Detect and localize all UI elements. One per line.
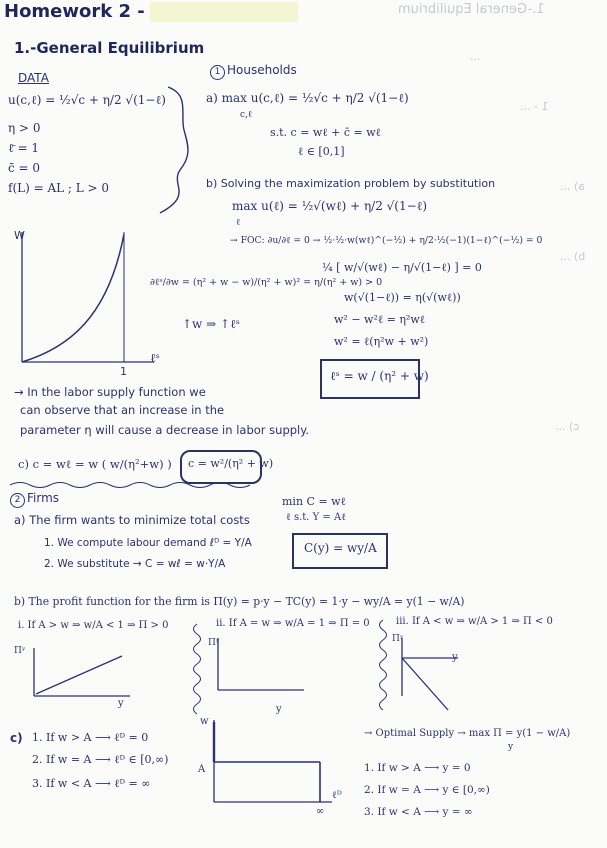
constraint-line: s.t. c = wℓ + c̄ = wℓ	[270, 126, 381, 139]
profit-line-rising	[36, 656, 122, 694]
labor-graph-x-label: ℓˢ	[150, 351, 160, 365]
title-highlight	[150, 2, 298, 22]
profit-graph-zero	[208, 636, 318, 706]
demand-case: 1. If w > A ⟶ ℓᴰ = 0	[32, 731, 149, 744]
demand-case: 2. If w = A ⟶ ℓᴰ ∈ [0,∞)	[32, 753, 169, 766]
firms-min: min C = wℓ	[282, 495, 346, 508]
data-line: c̄ = 0	[8, 161, 41, 175]
households-heading	[210, 64, 297, 80]
profit-graph-positive	[18, 646, 138, 704]
constraint-line: ℓ ∈ [0,1]	[298, 145, 345, 158]
b-heading: b) Solving the maximization problem by substitution	[206, 177, 496, 190]
max-utility-line: a) max u(c,ℓ) = ½√c + η/2 √(1−ℓ)	[206, 91, 409, 105]
max-subscript: c,ℓ	[240, 110, 253, 120]
b-line: ¼ [ w/√(wℓ) − η/√(1−ℓ) ] = 0	[322, 261, 482, 274]
demand-graph-y-label: w	[200, 716, 209, 727]
labor-graph-y-label: W	[14, 229, 25, 242]
consumption-result: c = w²/(η² + w)	[188, 457, 274, 470]
profit-function-line: b) The profit function for the firm is Π(y) = p·y − TC(y) = 1·y − wy/A = y(1 − w/A)	[14, 595, 465, 608]
firms-step: 1. We compute labour demand ℓᴰ = Y/A	[44, 537, 252, 549]
demand-graph-x-mark: ∞	[316, 806, 325, 817]
bleed-through-header: 1.-General Equilibrium	[398, 2, 545, 17]
foc-line: → FOC: ∂u/∂ℓ = 0 → ½·½·w(wℓ)^(−½) + η/2·½(−1)(1−ℓ)^(−½) = 0	[230, 235, 543, 246]
bleed-through-line: 1 - ...	[520, 100, 549, 113]
firms-number: 2	[10, 493, 25, 508]
profit-graph-negative	[392, 636, 512, 716]
labor-supply-result: ℓˢ = w / (η² + w)	[330, 369, 429, 383]
supply-case: 2. If w = A ⟶ y ∈ [0,∞)	[364, 784, 490, 796]
profit-graph-y-label: Πʸ	[14, 646, 26, 656]
labor-comment: → In the labor supply function we	[14, 385, 206, 399]
labor-demand-graph	[206, 718, 346, 818]
profit-graph-y-label: Πʸ	[392, 634, 404, 644]
supply-case: 1. If w > A ⟶ y = 0	[364, 762, 471, 774]
demand-case: 3. If w < A ⟶ ℓᴰ = ∞	[32, 777, 151, 790]
firms-label: Firms	[27, 491, 60, 505]
data-line: η > 0	[8, 121, 41, 135]
bleed-through-line: b) ...	[560, 250, 586, 263]
data-line: u(c,ℓ) = ½√c + η/2 √(1−ℓ)	[8, 93, 166, 107]
households-number: 1	[210, 65, 225, 80]
consumption-line: c) c = wℓ = w ( w/(η²+w) )	[18, 457, 172, 471]
page-title: Homework 2 -	[4, 1, 145, 22]
divider-squiggle	[190, 624, 204, 714]
b-line: max u(ℓ) = ½√(wℓ) + η/2 √(1−ℓ)	[232, 199, 428, 213]
labor-comment: can observe that an increase in the	[20, 403, 225, 417]
labor-graph-x-mark: 1	[120, 365, 127, 378]
labor-supply-graph	[8, 228, 160, 378]
demand-graph-x-label: ℓᴰ	[332, 790, 342, 801]
cost-result: C(y) = wy/A	[304, 541, 377, 555]
firms-a-line: a) The firm wants to minimize total costs	[14, 513, 250, 527]
data-line: ℓ̄ = 1	[8, 141, 40, 155]
bleed-through-line: ...	[470, 50, 481, 63]
data-line: f(L) = AL ; L > 0	[8, 181, 110, 195]
demand-graph-y-mark: A	[198, 764, 206, 775]
profit-case: i. If A > w ⇒ w/A < 1 ⇒ Π > 0	[18, 620, 169, 631]
c-heading: c)	[10, 731, 23, 745]
b-line: w(√(1−ℓ)) = η(√(wℓ))	[344, 291, 461, 304]
profit-graph-x-label: y	[118, 698, 124, 709]
firms-min-sub: ℓ s.t. Y = Aℓ	[286, 512, 347, 523]
data-brace	[150, 85, 196, 215]
profit-case: ii. If A = w ⇒ w/A = 1 ⇒ Π = 0	[216, 618, 370, 629]
profit-graph-x-label: y	[452, 652, 458, 663]
firms-step: 2. We substitute → C = wℓ = w·Y/A	[44, 558, 226, 570]
labor-supply-curve	[22, 234, 124, 362]
b-subscript: ℓ	[236, 218, 241, 228]
profit-graph-x-label: y	[276, 704, 282, 715]
firms-heading	[10, 492, 59, 508]
b-line: w² = ℓ(η²w + w²)	[334, 335, 429, 348]
bleed-through-line: a) ...	[560, 180, 586, 193]
households-label: Households	[227, 63, 297, 77]
optimal-supply-sub: y	[508, 742, 514, 752]
optimal-supply-line: → Optimal Supply → max Π = y(1 − w/A)	[364, 728, 571, 739]
supply-case: 3. If w < A ⟶ y = ∞	[364, 806, 473, 818]
derivative-line: ∂ℓˢ/∂w = (η² + w − w)/(η² + w)² = η/(η² + w) > 0	[150, 277, 383, 288]
profit-line-falling	[402, 658, 448, 710]
derivative-conclusion: ↑w ⇒ ↑ℓˢ	[182, 317, 240, 331]
profit-graph-y-label: Πʸ	[208, 638, 220, 648]
section-divider-wave	[10, 480, 250, 490]
bleed-through-line: c) ...	[555, 420, 580, 433]
b-line: w² − w²ℓ = η²wℓ	[334, 313, 426, 326]
data-heading: DATA	[18, 71, 49, 85]
labor-comment: parameter η will cause a decrease in labor supply.	[20, 423, 310, 437]
profit-case: iii. If A < w ⇒ w/A > 1 ⇒ Π < 0	[396, 616, 553, 627]
section-heading: 1.-General Equilibrium	[14, 39, 205, 57]
divider-squiggle	[376, 620, 390, 710]
